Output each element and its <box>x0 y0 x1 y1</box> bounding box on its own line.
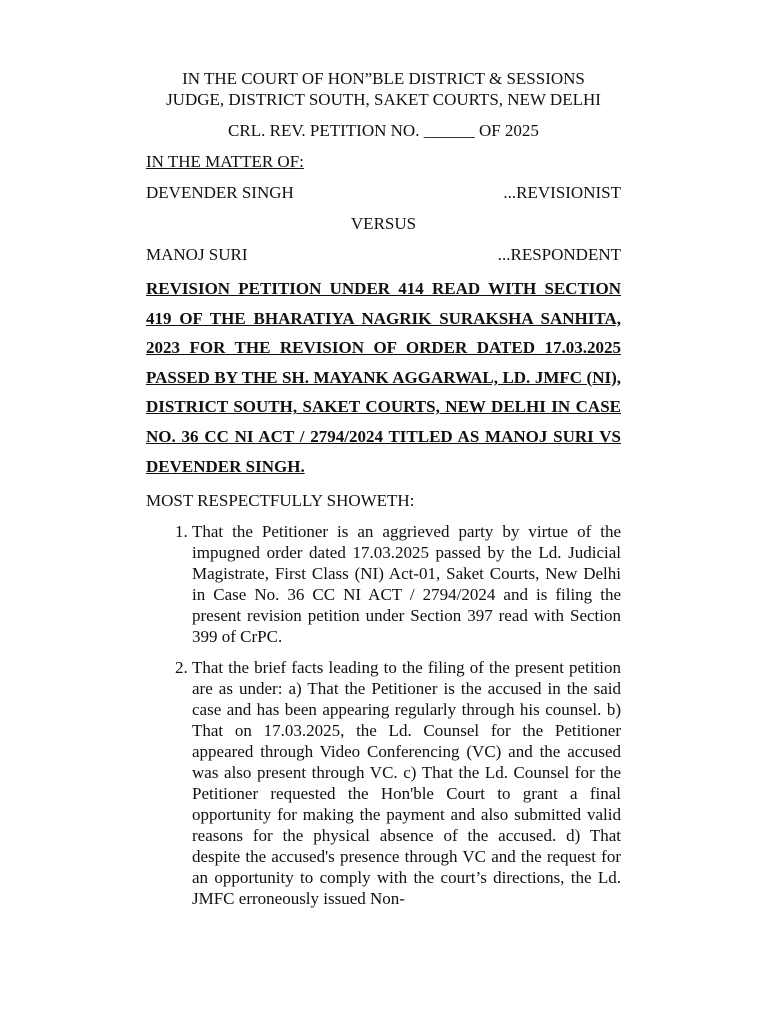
revisionist-row <box>146 182 621 203</box>
court-line-1: IN THE COURT OF HON”BLE DISTRICT & SESSIONS <box>182 69 585 88</box>
court-line-2: JUDGE, DISTRICT SOUTH, SAKET COURTS, NEW DELHI <box>166 90 601 109</box>
showeth-heading: MOST RESPECTFULLY SHOWETH: <box>146 491 415 511</box>
respondent-row <box>146 244 621 265</box>
court-heading <box>146 68 621 110</box>
respondent-role: ...RESPONDENT <box>497 245 621 264</box>
respondent-name: MANOJ SURI <box>146 245 248 264</box>
matter-heading: IN THE MATTER OF: <box>146 152 304 171</box>
versus-label: VERSUS <box>350 214 417 233</box>
list-item: 2. That the brief facts leading to the filing of the present petition are as under: a) That the Petitioner is the accused in the said case and has been appearing regularly through his counsel. b) That on 17.03.2025, the Ld. Counsel for the Petitioner appeared through Video Conferencing (VC) and the accused was also present through VC. c) That the Ld. Counsel for the Petitioner requested the Hon'ble Court to grant a final opportunity for making the payment and also submitted valid reasons for the physical absence of the accused. d) That despite the accused's presence through VC and the request for an opportunity to comply with the court’s directions, the Ld. JMFC erroneously issued Non- <box>192 657 621 909</box>
revisionist-role: ...REVISIONIST <box>503 183 621 202</box>
petition-subject: REVISION PETITION UNDER 414 READ WITH SECTION 419 OF THE BHARATIYA NAGRIK SURAKSHA SANHITA, 2023 FOR THE REVISION OF ORDER DATED 17.03.2025 PASSED BY THE SH. MAYANK AGGARWAL, LD. JMFC (NI), DISTRICT SOUTH, SAKET COURTS, NEW DELHI IN CASE NO. 36 CC NI ACT / 2794/2024 TITLED AS MANOJ SURI VS DEVENDER SINGH. <box>146 279 621 476</box>
revisionist-name: DEVENDER SINGH <box>146 183 294 202</box>
petition-number: CRL. REV. PETITION NO. ______ OF 2025 <box>228 121 539 140</box>
points-list <box>146 521 621 909</box>
document-page <box>146 68 621 919</box>
list-item: 1. That the Petitioner is an aggrieved party by virtue of the impugned order dated 17.03.2025 passed by the Ld. Judicial Magistrate, First Class (NI) Act-01, Saket Courts, New Delhi in Case No. 36 CC NI ACT / 2794/2024 and is filing the present revision petition under Section 397 read with Section 399 of CrPC. <box>192 521 621 647</box>
